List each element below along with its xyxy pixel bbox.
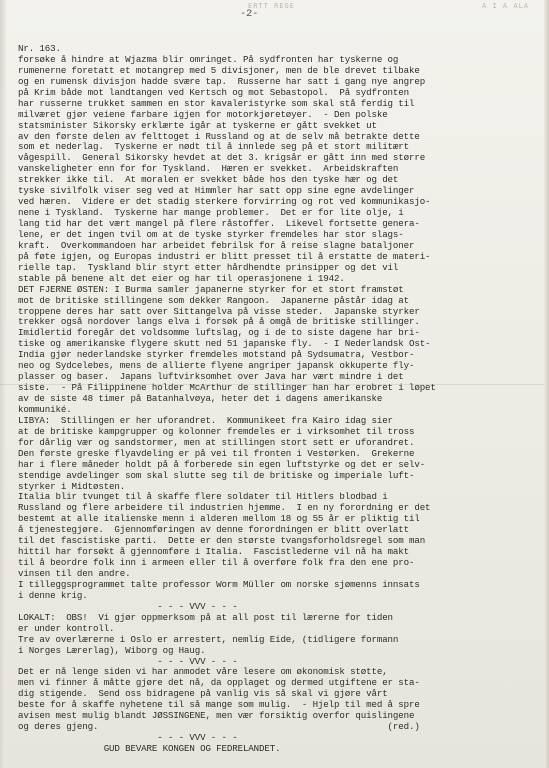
text-line: bestemt at alle italienske menn i alderen mellom 18 og 55 år er pliktig til [18, 514, 420, 525]
text-line: - - - VVV - - - [18, 656, 238, 667]
text-line: vinsen til den andre. [18, 569, 131, 579]
text-line: kommuniké. [18, 404, 72, 415]
page-number: -2- [240, 9, 259, 20]
top-stamp-right: A I A ALA [482, 2, 529, 10]
text-line: plasser og baser. Japans luftvirksomhet over Java har vært mindre i det [18, 372, 404, 383]
text-line: Nr. 163. [18, 44, 61, 54]
text-line: på føte igjen, og Europas industri er blitt presset til å erstatte de materi- [18, 251, 431, 262]
text-line: siste. - På Filippinene holder McArthur de stillinger han har erobret i løpet [18, 383, 436, 394]
text-line: mot de britiske stillingene som dekker Rangoon. Japanerne påstår idag at [18, 295, 409, 306]
text-line: hittil har forsøkt å gjennomføre i Italia. Fascistlederne vil nå ha makt [18, 547, 409, 558]
text-line: som et nederlag. Tyskerne er nødt til å innlede seg på et stort militært [18, 142, 409, 153]
text-line: til det fascistiske parti. Dette er den største tvangsforholdsregel som man [18, 536, 426, 547]
text-line: lene, er det ingen tvil om at de tyske styrker fremdeles har stor slags- [18, 229, 404, 240]
text-line: neo og Sydcelebes, mens de allierte flyene angriper japansk okkuperte fly- [18, 361, 415, 372]
text-line: LIBYA: Stillingen er her uforandret. Kommunikeet fra Kairo idag sier [18, 415, 393, 426]
text-line: Russland og flere arbeidere til industrien hjemme. I en ny forordning er det [18, 503, 431, 514]
text-line: India gjør nederlandske styrker fremdeles motstand på Sydsumatra, Vestbor- [18, 350, 415, 361]
text-line: beste for å skaffe nyhetene til så mange som mulig. - Hjelp til med å spre [18, 700, 420, 711]
text-line: stable på benene alt det eier og har til operasjonene i 1942. [18, 273, 345, 284]
text-line: GUD BEVARE KONGEN OG FEDRELANDET. [18, 744, 281, 754]
text-line: og deres gjeng. (red.) [18, 722, 420, 733]
text-line: Italia blir tvunget til å skaffe flere soldater til Hitlers blodbad i [18, 492, 388, 503]
text-line: at de britiske kampgrupper og kolonner fremdeles er i virksomhet til tross [18, 426, 415, 437]
text-line: rielle tap. Tyskland blir styrt etter hårdhendte prinsipper og det vil [18, 262, 399, 273]
text-line: tiske og amerikanske flygere skutt ned 51 japanske fly. - I Nederlandsk Ost- [18, 339, 431, 350]
text-line: er under kontroll. [18, 623, 115, 634]
text-line: lang tid har det vært mangel på flere råstoffer. Likevel fortsette genera- [18, 219, 420, 229]
text-line-strikeout: forsøke å hindre at Wjazma blir omringet. På sydfronten har tyskerne og [18, 54, 399, 65]
text-line: å tjenestegjøre. Gjennomføringen av denne forordningen er blitt overlatt [18, 525, 409, 536]
text-line: har i flere måneder holdt på å forberede sin egen luftstyrke og det er selv- [18, 459, 426, 470]
text-line: avisen mest mulig blandt JØSSINGENE, men vær forsiktig overfor quislingene [18, 711, 415, 722]
text-line: milværet gjør veiene farbare igjen for motorkjøretøyer. - Den polske [18, 109, 388, 120]
text-line: har russerne trukket sammen en stor kavaleristyrke som skal stå ferdig til [18, 98, 415, 109]
text-line: Tre av overlærerne i Oslo er arrestert, nemlig Eide, (tidligere formann [18, 634, 399, 645]
text-line: men vi finner å måtte gjøre det nå, da opplaget og dermed utgiftene er sta- [18, 678, 420, 689]
text-line: dig stigende. Send oss bidragene på vanlig vis så skal vi gjøre vårt [18, 689, 388, 700]
text-line: styrker i Midtøsten. [18, 481, 126, 492]
text-line: av den første delen av felttoget i Russland og at de selv må betrakte dette [18, 131, 420, 142]
text-line: troppene deres har satt over Sittangelva på visse steder. Japanske styrker [18, 306, 420, 317]
text-line: nene i Tyskland. Tyskerne har mange problemer. Det er for lite olje, i [18, 208, 404, 219]
text-line: stendige avdelinger som skal slutte seg til de britiske og imperiale luft- [18, 470, 415, 481]
text-line: I tilleggsprogrammet talte professor Worm Müller om norske sjømenns innsats [18, 579, 420, 590]
text-line: - - - VVV - - - [18, 733, 238, 744]
text-line: Den første greske flyavdeling er på vei til fronten i Vestørken. Grekerne [18, 448, 415, 459]
text-line: til å beordre folk inn i armeen eller til å overføre folk fra den ene pro- [18, 558, 415, 569]
text-line: trekker også nordover langs elva i forsøk på å omgå de britiske stillinger. [18, 317, 420, 328]
text-line: vågespill. General Sikorsky hevdet at det 3. krigsår er gått inn med større [18, 153, 426, 164]
top-stamp-left: ERTT REGE [248, 2, 295, 10]
text-line: tyske sivilfolk viser seg ved at Himmler har satt opp sine egne avdelinger [18, 186, 415, 197]
text-line: statsminister Sikorsky erklærte igår at tyskerne er gått svekket ut [18, 120, 377, 131]
text-line: på Krim både mot landtangen ved Kertsch og mot Sebastopol. På sydfronten [18, 87, 409, 98]
text-line: DET FJERNE ØSTEN: I Burma samler japanerne styrker for et stort framstøt [18, 284, 404, 295]
text-line: og en rumensk divisjon hadde svære tap. Russerne har satt i gang nye angrep [18, 76, 426, 87]
text-line: kraft. Overkommandoen har arbeidet febrilsk for å reise slagne bataljoner [18, 240, 415, 251]
text-line: for dårlig vær og sandstormer, men at stillingen stort sett er uforandret. [18, 437, 415, 448]
text-line: rumenerne foretatt et motangrep med 5 divisjoner, men de ble drevet tilbake [18, 65, 420, 76]
text-line: Det er nå lenge siden vi har anmodet våre lesere om økonomisk støtte, [18, 667, 388, 678]
text-line: vanskeligheter enn for for Tyskland. Hæren er svekket. Arbeidskraften [18, 164, 399, 175]
text-line: ved hæren. Videre er det stadig sterkere forvirring og rot ved kommunikasjo- [18, 197, 431, 208]
document-body [18, 44, 538, 755]
text-line: Imidlertid foregår det voldsomme luftslag, og i de to siste dagene har bri- [18, 328, 420, 339]
text-line: av de siste 48 timer på Batanhalvøya, heter det i dagens amerikanske [18, 394, 383, 404]
text-line: strekker ikke til. At moralen er svekket både hos den tyske hær og det [18, 175, 399, 186]
text-line: i Norges Lærerlag), Wiborg og Haug. [18, 645, 206, 656]
text-line: i denne krig. [18, 590, 88, 601]
text-line: - - - VVV - - - [18, 601, 238, 612]
text-line: LOKALT: OBS! Vi gjør oppmerksom på at all post til lærerne for tiden [18, 612, 393, 623]
